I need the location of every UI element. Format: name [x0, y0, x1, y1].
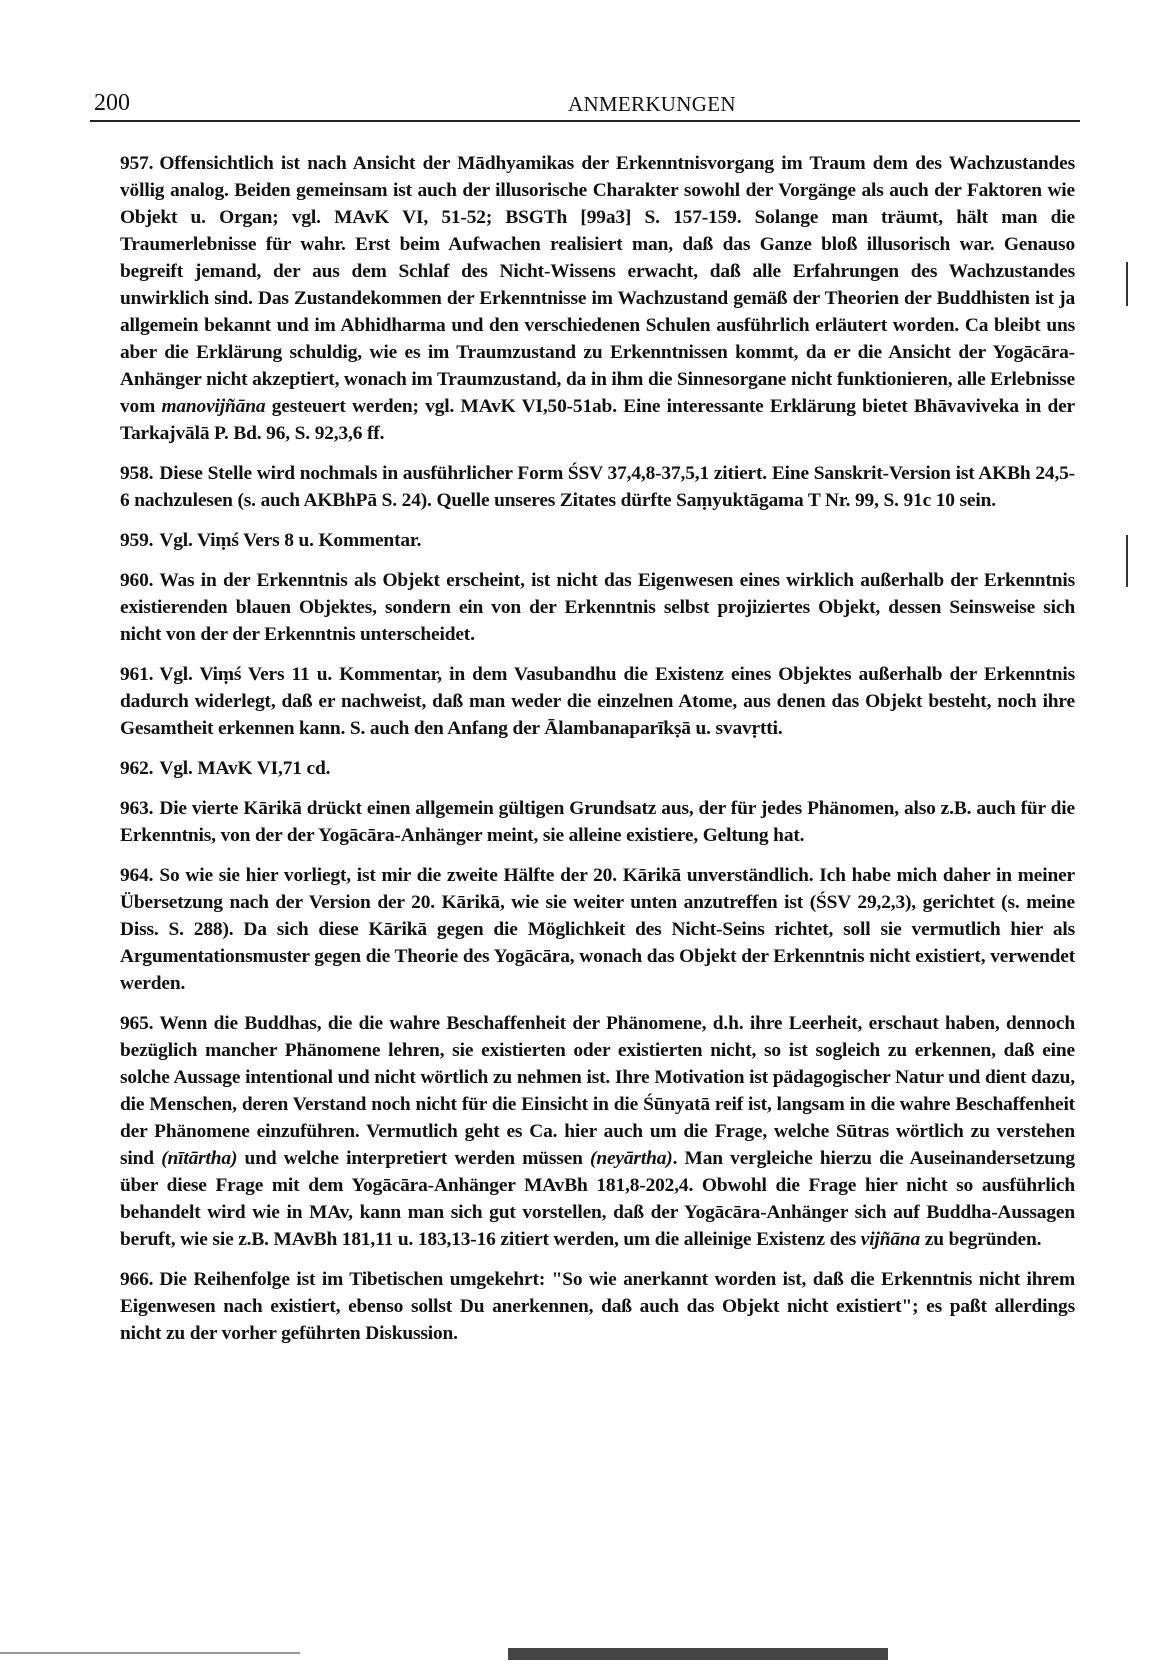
endnote-text: Was in der Erkenntnis als Objekt erscheint, ist nicht das Eigenwesen eines wirklich außerhalb der Erkenntnis existierenden blauen Objektes, sondern ein von der Erkenntnis selbst projiziertes Objekt, dessen Seinsweise sich nicht von der der Erkenntnis unterscheidet. [120, 570, 1075, 645]
endnote-text: Wenn die Buddhas, die die wahre Beschaffenheit der Phänomene, d.h. ihre Leerheit, erschaut haben, dennoch bezüglich mancher Phänomene lehren, sie existierten oder existierten nicht, so ist sogleich zu erkennen, daß eine solche Aussage intentional und nicht wörtlich zu nehmen ist. Ihre Motivation ist pädagogischer Natur und dient dazu, die Menschen, deren Verstand noch nicht für die Einsicht in die Śūnyatā reif ist, langsam in die wahre Beschaffenheit der Phänomene einzuführen. Vermutlich geht es Ca. hier auch um die Frage, welche Sūtras wörtlich zu verstehen sind [120, 1013, 1075, 1169]
endnote-text: Diese Stelle wird nochmals in ausführlicher Form ŚSV 37,4,8-37,5,1 zitiert. Eine Sanskrit-Version ist AKBh 24,5-6 nachzulesen (s. auch AKBhPā S. 24). Quelle unseres Zitates dürfte Saṃyuktāgama T Nr. 99, S. 91c 10 sein. [120, 463, 1075, 511]
endnote-number: 966. [120, 1269, 154, 1290]
margin-mark [1126, 262, 1128, 306]
endnote-number: 960. [120, 570, 154, 591]
scan-edge-line [0, 1652, 300, 1654]
endnote-number: 963. [120, 798, 154, 819]
italic-term: (nītārtha) [161, 1148, 238, 1169]
endnote-number: 965. [120, 1013, 154, 1034]
endnote [120, 1010, 1075, 1253]
endnote-text: Die vierte Kārikā drückt einen allgemein gültigen Grundsatz aus, der für jedes Phänomen, also z.B. auch für die Erkenntnis, von der der Yogācāra-Anhänger meint, sie alleine existiere, Geltung hat. [120, 798, 1075, 846]
margin-mark [1126, 535, 1128, 587]
endnote-text: Offensichtlich ist nach Ansicht der Mādhyamikas der Erkenntnisvorgang im Traum dem des Wachzustandes völlig analog. Beiden gemeinsam ist auch der illusorische Charakter sowohl der Vorgänge als auch der Faktoren wie Objekt u. Organ; vgl. MAvK VI, 51-52; BSGTh [99a3] S. 157-159. Solange man träumt, hält man die Traumerlebnisse für wahr. Erst beim Aufwachen realisiert man, daß das Ganze bloß illusorisch war. Genauso begreift jemand, der aus dem Schlaf des Nicht-Wissens erwacht, daß alle Erfahrungen des Wachzustandes unwirklich sind. Das Zustandekommen der Erkenntnisse im Wachzustand gemäß der Theorien der Buddhisten ist ja allgemein bekannt und im Abhidharma und den verschiedenen Schulen ausführlich erläutert worden. Ca bleibt uns aber die Erklärung schuldig, wie es im Traumzustand zu Erkenntnissen kommt, da er die Ansicht der Yogācāra-Anhänger nicht akzeptiert, wonach im Traumzustand, da in ihm die Sinnesorgane nicht funktionieren, alle Erlebnisse vom [120, 153, 1075, 417]
endnote [120, 460, 1075, 514]
endnote-text: Vgl. Viṃś Vers 8 u. Kommentar. [159, 530, 422, 551]
endnote [120, 862, 1075, 997]
endnote [120, 795, 1075, 849]
endnote [120, 150, 1075, 447]
scan-edge-bar [508, 1648, 888, 1660]
endnote [120, 567, 1075, 648]
endnotes-list [120, 150, 1075, 1360]
endnote-number: 961. [120, 664, 154, 685]
endnote-text: . Man vergleiche hierzu die Auseinandersetzung über diese Frage mit dem Yogācāra-Anhänger MAvBh 181,8-202,4. Obwohl die Frage hier nicht so ausführlich behandelt wird wie in MAv, kann man sich gut vorstellen, daß der Yogācāra-Anhänger sich auf Buddha-Aussagen beruft, wie sie z.B. MAvBh 181,11 u. 183,13-16 zitiert werden, um die alleinige Existenz des [120, 1148, 1075, 1250]
endnote-text: Die Reihenfolge ist im Tibetischen umgekehrt: "So wie anerkannt worden ist, daß die Erkenntnis nicht ihrem Eigenwesen nach existiert, ebenso sollst Du anerkennen, daß auch das Objekt nicht existiert"; es paßt allerdings nicht zu der vorher geführten Diskussion. [120, 1269, 1075, 1344]
running-title: ANMERKUNGEN [568, 92, 736, 116]
endnote [120, 527, 1075, 554]
endnote-number: 958. [120, 463, 154, 484]
italic-term: manovijñāna [161, 396, 266, 417]
italic-term: vijñāna [860, 1229, 921, 1250]
endnote-number: 964. [120, 865, 154, 886]
endnote-text: So wie sie hier vorliegt, ist mir die zweite Hälfte der 20. Kārikā unverständlich. Ich habe mich daher in meiner Übersetzung nach der Version der 20. Kārikā, wie sie weiter unten anzutreffen ist (ŚSV 29,2,3), gerichtet (s. meine Diss. S. 288). Da sich diese Kārikā gegen die Möglichkeit des Nicht-Seins richtet, soll sie vermutlich hier als Argumentationsmuster gegen die Theorie des Yogācāra, wonach das Objekt der Erkenntnis nicht existiert, verwendet werden. [120, 865, 1075, 994]
italic-term: (neyārtha) [590, 1148, 673, 1169]
endnote-number: 962. [120, 758, 154, 779]
page-header [90, 86, 1080, 122]
endnote-text: Vgl. Viṃś Vers 11 u. Kommentar, in dem Vasubandhu die Existenz eines Objektes außerhalb der Erkenntnis dadurch widerlegt, daß er nachweist, daß man weder die einzelnen Atome, aus denen das Objekt besteht, noch ihre Gesamtheit erkennen kann. S. auch den Anfang der Ālambanaparīkṣā u. svavṛtti. [120, 664, 1075, 739]
endnote-number: 957. [120, 153, 154, 174]
endnote [120, 661, 1075, 742]
endnote [120, 755, 1075, 782]
endnote-number: 959. [120, 530, 154, 551]
endnote-text: zu begründen. [920, 1229, 1042, 1250]
endnote [120, 1266, 1075, 1347]
endnote-text: Vgl. MAvK VI,71 cd. [159, 758, 331, 779]
endnote-text: und welche interpretiert werden müssen [237, 1148, 591, 1169]
page-number: 200 [94, 90, 130, 116]
endnote-text: gesteuert werden; vgl. MAvK VI,50-51ab. Eine interessante Erklärung bietet Bhāvaviveka in der Tarkajvālā P. Bd. 96, S. 92,3,6 ff. [120, 396, 1076, 444]
